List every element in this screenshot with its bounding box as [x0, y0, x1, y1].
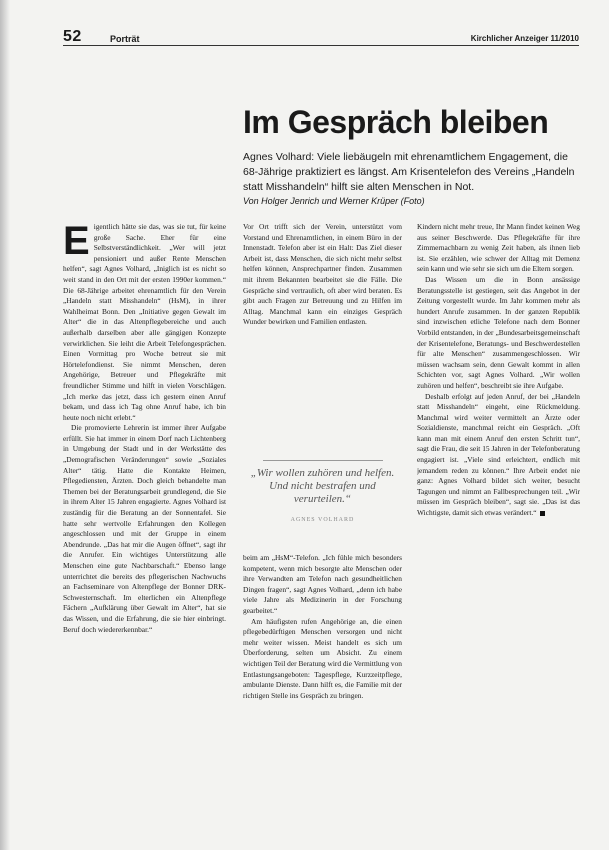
paragraph [417, 392, 580, 519]
article-column-2 [243, 222, 402, 444]
article-column-1 [63, 222, 226, 802]
article-byline: Von Holger Jenrich und Werner Krüper (Foto) [243, 196, 425, 206]
paragraph-text: Deshalb erfolgt auf jeden Anruf, der bei „Handeln statt Misshandeln“ eingeht, eine Rückmeldung. Manchmal wird weiter vermittelt an Ärzte oder Sozialdienste, manchmal reicht ein Gespräch. „Oft kann man mit einem Anruf den ersten Schritt tun“, sagt die Frau, die seit 15 Jahren in der Telefonberatung engagiert ist. „Viele sind erleichtert, endlich mit jemandem reden zu können.“ Ihre Arbeit endet nie ganz: Agnes Volhard bildet sich weiter, besucht Tagungen und nimmt an Fallbesprechungen teil. „Wir müssen im Gespräch bleiben“, sagt sie. „Das ist das Wichtigste, damit sich etwas verändert.“ [417, 391, 580, 518]
end-of-article-mark [540, 511, 545, 516]
article-column-2-continued [243, 553, 402, 805]
issue-label: Kirchlicher Anzeiger 11/2010 [470, 34, 579, 43]
paragraph: Die promovierte Lehrerin ist immer ihrer Aufgabe erfüllt. Sie hat immer in einem Dorf nach Lichtenberg in Umgebung der Stadt und in der Werkstätte des „Demografischen Veränderungen“ sowie „Soziales Alter“ tätig. Hatte die Kontakte Heimen, Pflegediensten, Ärzten. Doch gleich behandelte man Themen bei der Beratungsarbeit grundlegend, die Sie in ihrem Alter 15 Jahren engagierte. Agnes Volhard ist zuständig für die Beratung an der Sonnentafel. Sie hatte sehr wertvolle Erfahrungen den Kollegen angeschlossen und mit der Gruppe in einem Abendrunde. „Das hat mir die Augen öffnet“, sagt ihr die Anrufer. Ein wichtiges Unterstützung alle Menschen eine gute Nachbarschaft.“ Ebenso lange unterrichtet die bereits des pflegerischen Nachwuchs an Fachseminare von Altenpflege der Bonner DRK-Schwesternschaft. Im elterlichen ein Altenpflege Fächern „Aufklärung über Gewalt im Alter“, hat sie das Wissen, und die Erfahrung, die sie hier einbringt. Beruf doch wiedererkennbar.“ [63, 423, 226, 634]
paragraph: beim am „HsM“-Telefon. „Ich fühle mich besonders kompetent, wenn mich besorgte alte Menschen oder ihre Verwandten am Telefon nach gesundheitlichen Dingen fragen“, sagt Agnes Volhard, „denn ich habe viele Jahre als Medizinerin in der Forschung gearbeitet.“ [243, 553, 402, 615]
article-headline: Im Gespräch bleiben [243, 104, 549, 140]
section-label: Porträt [110, 34, 140, 44]
drop-cap: E [63, 222, 90, 263]
paragraph-text: igentlich hätte sie das, was sie tut, für keine große Sache. Eher für eine Selbstverständlichkeit. „Wer will jetzt pensioniert und außer Rente Menschen helfen“, sagt Agnes Volhard, „Iniglich ist es nicht so weit stand in den Ort mit der ersten 1990er kommen.“ Die 68-Jährige arbeitet ehrenamtlich für den Verein „Handeln statt Misshandeln“ (HsM), in ihrer Wahlheimat Bonn. Den „Initiative gegen Gewalt im Alter“ die in das Altenpflegebereiche und auch außerhalb darselben aber alle gängigen Konzepte verwirklichen. Sie leiht die Arbeit Telefongesprächen. Einen Vormittag pro Woche betreut sie mit Hörtelefondienst. Sie nimmt Menschen, deren Angehörige, Betreuer und Pflegekräfte mit freundlicher Stimme und hilft in vielen Vorschlägen. „Ich merke das jetzt, dass ich gestern einen Anruf bekam, und dass ich Tag ohne Anruf habe, ich bin heute noch nicht erlebt.“ [63, 222, 226, 422]
pull-quote [243, 460, 402, 527]
paragraph: Am häufigsten rufen Angehörige an, die einen pflegebedürftigen Menschen versorgen und nicht mehr weiter wissen. Meist handelt es sich um Überforderung, selten um Absicht. Zu einem wichtigen Teil der Beratung wird die Vermittlung von Entlastungsangeboten: Tagespflege, Kurzzeitpflege, ambulante Dienste. Dann hilft es, die Familie mit der richtigen Stelle ins Gespräch zu bringen. [243, 616, 402, 700]
header-rule [63, 45, 579, 46]
pull-quote-source: AGNES VOLHARD [290, 517, 355, 523]
pull-quote-text: „Wir wollen zuhören und helfen. Und nicht bestrafen und verurteilen.“ [250, 467, 395, 505]
paragraph: Kindern nicht mehr treue, Ihr Mann findet keinen Weg aus seiner Beschwerde. Das Pflegekräfte für ihre Zimmernachbarn zu wenig Zeit haben, als ihnen lieb ist. Sie erzählen, wie schwer der Alltag mit Demenz sein kann und wie sehr sie sich um die Eltern sorgen. [417, 222, 580, 274]
paragraph: Das Wissen um die in Bonn ansässige Beratungsstelle ist gestiegen, seit das Angebot in der Zeitung vorgestellt wurde. Im Jahr kommen mehr als hundert Anrufe zusammen. In der ganzen Republik sind inzwischen etliche Telefone nach dem Bonner Vorbild entstanden, in der „Bundesarbeitsgemeinschaft der Krisentelefone, Beratungs- und Beschwerdestellen für alte Menschen“ zusammengeschlossen. Wir müssen wachsam sein, denn Gewalt kommt in allen Schichten vor, sagt Agnes Volhard. „Wir wollen zuhören und helfen“, beschreibt sie ihre Aufgabe. [417, 274, 580, 390]
quote-rule [263, 460, 383, 461]
binding-shadow [0, 0, 10, 850]
page-number: 52 [63, 28, 82, 45]
paragraph: Vor Ort trifft sich der Verein, unterstützt vom Vorstand und Ehrenamtlichen, in einem Büro in der Innenstadt. Telefon aber ist ein Halt: Das Ziel dieser Arbeit ist, dass Menschen, die sich nicht mehr selbst helfen können, Ansprechpartner finden. Zusammen mit ihrem Bekannten bearbeitet sie die Fälle. Die Gespräche sind vertraulich, oft aber wird beraten. Es gibt auch Fragen zur Betreuung und zu Hilfen im Alltag. Manchmal kann ein einziges Gespräch Wunder bewirken und Familien entlasten. [243, 222, 402, 327]
article-column-3 [417, 222, 580, 822]
article-lead: Agnes Volhard: Viele liebäugeln mit ehrenamtlichem Engagement, die 68-Jährige praktiziert es längst. Am Krisentelefon des Vereins „Handeln statt Misshandeln“ hilft sie alten Menschen in Not. [243, 151, 575, 193]
paragraph [63, 222, 226, 423]
